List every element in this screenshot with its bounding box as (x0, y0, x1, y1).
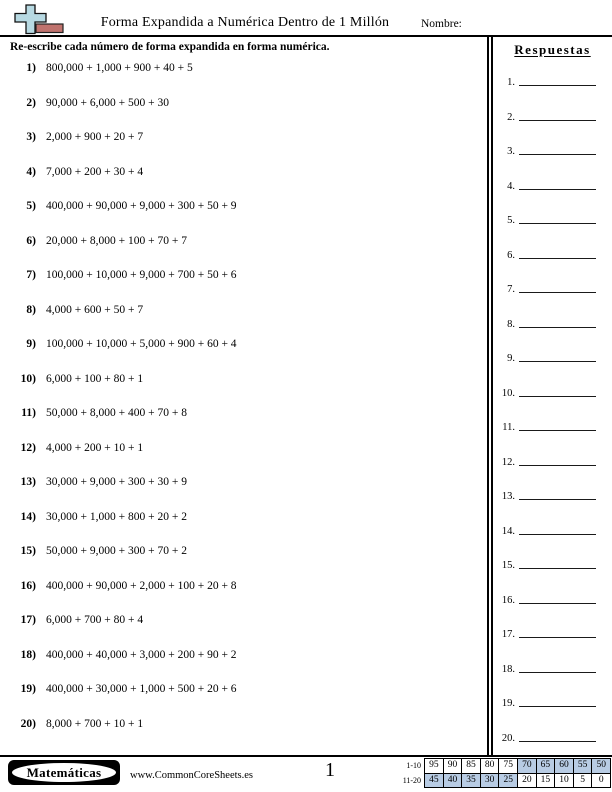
problem-number: 11) (21, 407, 36, 419)
problem-row (0, 235, 480, 270)
instructions: Re-escribe cada número de forma expandida en forma numérica. (10, 41, 330, 53)
answer-number: 11. (502, 422, 515, 433)
page-title: Forma Expandida a Numérica Dentro de 1 Millón (100, 15, 390, 30)
answer-number: 13. (501, 491, 515, 502)
answer-blank-line[interactable] (519, 740, 596, 742)
problem-number: 19) (20, 683, 36, 695)
problem-expression: 800,000 + 1,000 + 900 + 40 + 5 (46, 62, 193, 74)
page-number: 1 (325, 759, 335, 781)
answers-panel (493, 37, 612, 755)
problem-row (0, 511, 480, 546)
score-cell: 45 (425, 773, 444, 788)
problem-row (0, 442, 480, 477)
problem-expression: 100,000 + 10,000 + 5,000 + 900 + 60 + 4 (46, 338, 237, 350)
answer-blank-line[interactable] (519, 602, 596, 604)
answer-item (493, 403, 612, 438)
answer-blank-line[interactable] (519, 429, 596, 431)
score-cell: 85 (462, 759, 481, 774)
problem-number: 2) (26, 96, 36, 109)
score-cell: 70 (518, 759, 537, 774)
problem-expression: 30,000 + 9,000 + 300 + 30 + 9 (46, 476, 187, 488)
score-range-label: 11-20 (402, 776, 422, 785)
answer-blank-line[interactable] (519, 395, 596, 397)
score-cell: 95 (425, 759, 444, 774)
answer-item (493, 230, 612, 265)
answer-blank-line[interactable] (519, 84, 596, 86)
answer-blank-line[interactable] (519, 188, 596, 190)
problem-expression: 7,000 + 200 + 30 + 4 (46, 165, 144, 178)
problem-expression: 4,000 + 600 + 50 + 7 (46, 303, 144, 316)
score-cell: 75 (499, 759, 518, 774)
footer (0, 755, 612, 792)
answer-number: 18. (501, 663, 515, 675)
problem-expression: 4,000 + 200 + 10 + 1 (46, 441, 144, 454)
problem-expression: 50,000 + 9,000 + 300 + 70 + 2 (46, 545, 187, 557)
score-cell: 50 (592, 759, 611, 774)
problem-number: 14) (20, 510, 36, 523)
answer-number: 10. (501, 387, 515, 399)
problem-row (0, 373, 480, 408)
answer-number: 1. (507, 77, 515, 88)
answer-number: 6. (507, 249, 515, 261)
problem-expression: 2,000 + 900 + 20 + 7 (46, 131, 144, 143)
problem-expression: 8,000 + 700 + 10 + 1 (46, 717, 144, 730)
answer-item (493, 368, 612, 403)
problem-number: 1) (26, 62, 36, 74)
answer-item (493, 575, 612, 610)
problem-row (0, 649, 480, 684)
problem-number: 16) (20, 579, 36, 592)
problem-number: 18) (20, 648, 36, 661)
score-cell: 5 (573, 773, 592, 788)
problem-number: 20) (20, 717, 36, 730)
answer-item (493, 334, 612, 369)
problem-list (0, 62, 480, 752)
problem-expression: 400,000 + 30,000 + 1,000 + 500 + 20 + 6 (46, 683, 237, 695)
answer-blank-line[interactable] (519, 360, 596, 362)
score-range-labels (403, 758, 421, 788)
answers-title: Respuestas (514, 42, 591, 57)
answer-item (493, 541, 612, 576)
problem-row (0, 200, 480, 235)
answer-item (493, 610, 612, 645)
website-link[interactable]: www.CommonCoreSheets.es (130, 770, 253, 781)
score-cell: 10 (555, 773, 574, 788)
subject-badge (8, 760, 120, 785)
answer-blank-line[interactable] (519, 533, 596, 535)
problem-row (0, 131, 480, 166)
problem-number: 4) (26, 165, 36, 178)
score-cell: 30 (480, 773, 499, 788)
answer-blank-line[interactable] (519, 153, 596, 155)
problem-expression: 400,000 + 90,000 + 2,000 + 100 + 20 + 8 (46, 579, 237, 592)
problem-number: 7) (26, 269, 36, 281)
answer-number: 17. (501, 629, 515, 640)
problem-row (0, 62, 480, 97)
answer-blank-line[interactable] (519, 705, 596, 707)
answer-blank-line[interactable] (519, 119, 596, 121)
score-cell: 25 (499, 773, 518, 788)
score-cell: 65 (536, 759, 555, 774)
problem-number: 6) (26, 234, 36, 247)
problem-row (0, 545, 480, 580)
answer-item (493, 92, 612, 127)
answer-number: 4. (507, 180, 515, 192)
brick-icon (36, 24, 63, 33)
score-cell: 15 (536, 773, 555, 788)
problem-row (0, 304, 480, 339)
problem-number: 8) (26, 303, 36, 316)
answer-item (493, 196, 612, 231)
answer-item (493, 472, 612, 507)
answer-item (493, 644, 612, 679)
answer-item (493, 679, 612, 714)
problem-row (0, 614, 480, 649)
answer-item (493, 265, 612, 300)
problem-expression: 100,000 + 10,000 + 9,000 + 700 + 50 + 6 (46, 269, 237, 281)
answer-number: 19. (501, 698, 515, 709)
score-table (424, 758, 611, 788)
problem-expression: 30,000 + 1,000 + 800 + 20 + 2 (46, 510, 187, 523)
score-range-label: 1-10 (406, 761, 422, 770)
problem-row (0, 718, 480, 753)
answer-number: 2. (507, 111, 515, 123)
problem-row (0, 476, 480, 511)
answer-blank-line[interactable] (519, 498, 596, 500)
plus-cross-logo-icon (12, 3, 68, 36)
problem-number: 17) (20, 614, 36, 626)
problem-expression: 50,000 + 8,000 + 400 + 70 + 8 (46, 407, 187, 419)
answer-number: 14. (501, 525, 515, 537)
answer-number: 9. (507, 353, 515, 364)
score-cell: 20 (518, 773, 537, 788)
answer-number: 20. (501, 732, 515, 744)
answer-number: 3. (507, 146, 515, 157)
score-cell: 60 (555, 759, 574, 774)
problem-number: 12) (20, 441, 36, 454)
answer-number: 16. (501, 594, 515, 606)
answer-blank-line[interactable] (519, 222, 596, 224)
answer-blank-line[interactable] (519, 671, 596, 673)
answer-blank-line[interactable] (519, 291, 596, 293)
answer-blank-line[interactable] (519, 567, 596, 569)
problem-expression: 6,000 + 700 + 80 + 4 (46, 614, 144, 626)
answer-number: 5. (507, 215, 515, 226)
answer-number: 8. (507, 318, 515, 330)
problem-row (0, 407, 480, 442)
problem-row (0, 166, 480, 201)
answer-item (493, 437, 612, 472)
subject-badge-label: Matemáticas (26, 764, 102, 780)
header (0, 0, 612, 37)
answer-blank-line[interactable] (519, 326, 596, 328)
name-label: Nombre: (421, 18, 462, 30)
score-cell: 40 (443, 773, 462, 788)
problem-number: 3) (26, 131, 36, 143)
problem-expression: 20,000 + 8,000 + 100 + 70 + 7 (46, 234, 187, 247)
answer-number: 12. (501, 456, 515, 468)
score-cell: 90 (443, 759, 462, 774)
answer-item (493, 506, 612, 541)
score-chart (403, 758, 611, 788)
divider-line (487, 37, 489, 755)
problem-expression: 400,000 + 40,000 + 3,000 + 200 + 90 + 2 (46, 648, 237, 661)
answer-item (493, 127, 612, 162)
score-cell: 0 (592, 773, 611, 788)
answer-item (493, 713, 612, 748)
score-cell: 80 (480, 759, 499, 774)
answer-item (493, 161, 612, 196)
problem-expression: 90,000 + 6,000 + 500 + 30 (46, 96, 169, 109)
problem-number: 5) (26, 200, 36, 212)
score-cell: 35 (462, 773, 481, 788)
problem-number: 10) (20, 372, 36, 385)
problem-expression: 6,000 + 100 + 80 + 1 (46, 372, 144, 385)
problem-row (0, 580, 480, 615)
problem-number: 13) (20, 476, 36, 488)
answer-blank-line[interactable] (519, 636, 596, 638)
problem-row (0, 269, 480, 304)
problem-row (0, 97, 480, 132)
score-cell: 55 (573, 759, 592, 774)
answer-list (493, 58, 612, 748)
answer-blank-line[interactable] (519, 464, 596, 466)
answer-item (493, 299, 612, 334)
answer-item (493, 58, 612, 93)
problem-number: 9) (26, 338, 36, 350)
problem-expression: 400,000 + 90,000 + 9,000 + 300 + 50 + 9 (46, 200, 237, 212)
problem-row (0, 338, 480, 373)
answer-number: 7. (507, 284, 515, 295)
problem-row (0, 683, 480, 718)
answer-blank-line[interactable] (519, 257, 596, 259)
answer-number: 15. (501, 560, 515, 571)
problem-number: 15) (20, 545, 36, 557)
subject-badge-oval (11, 762, 117, 783)
